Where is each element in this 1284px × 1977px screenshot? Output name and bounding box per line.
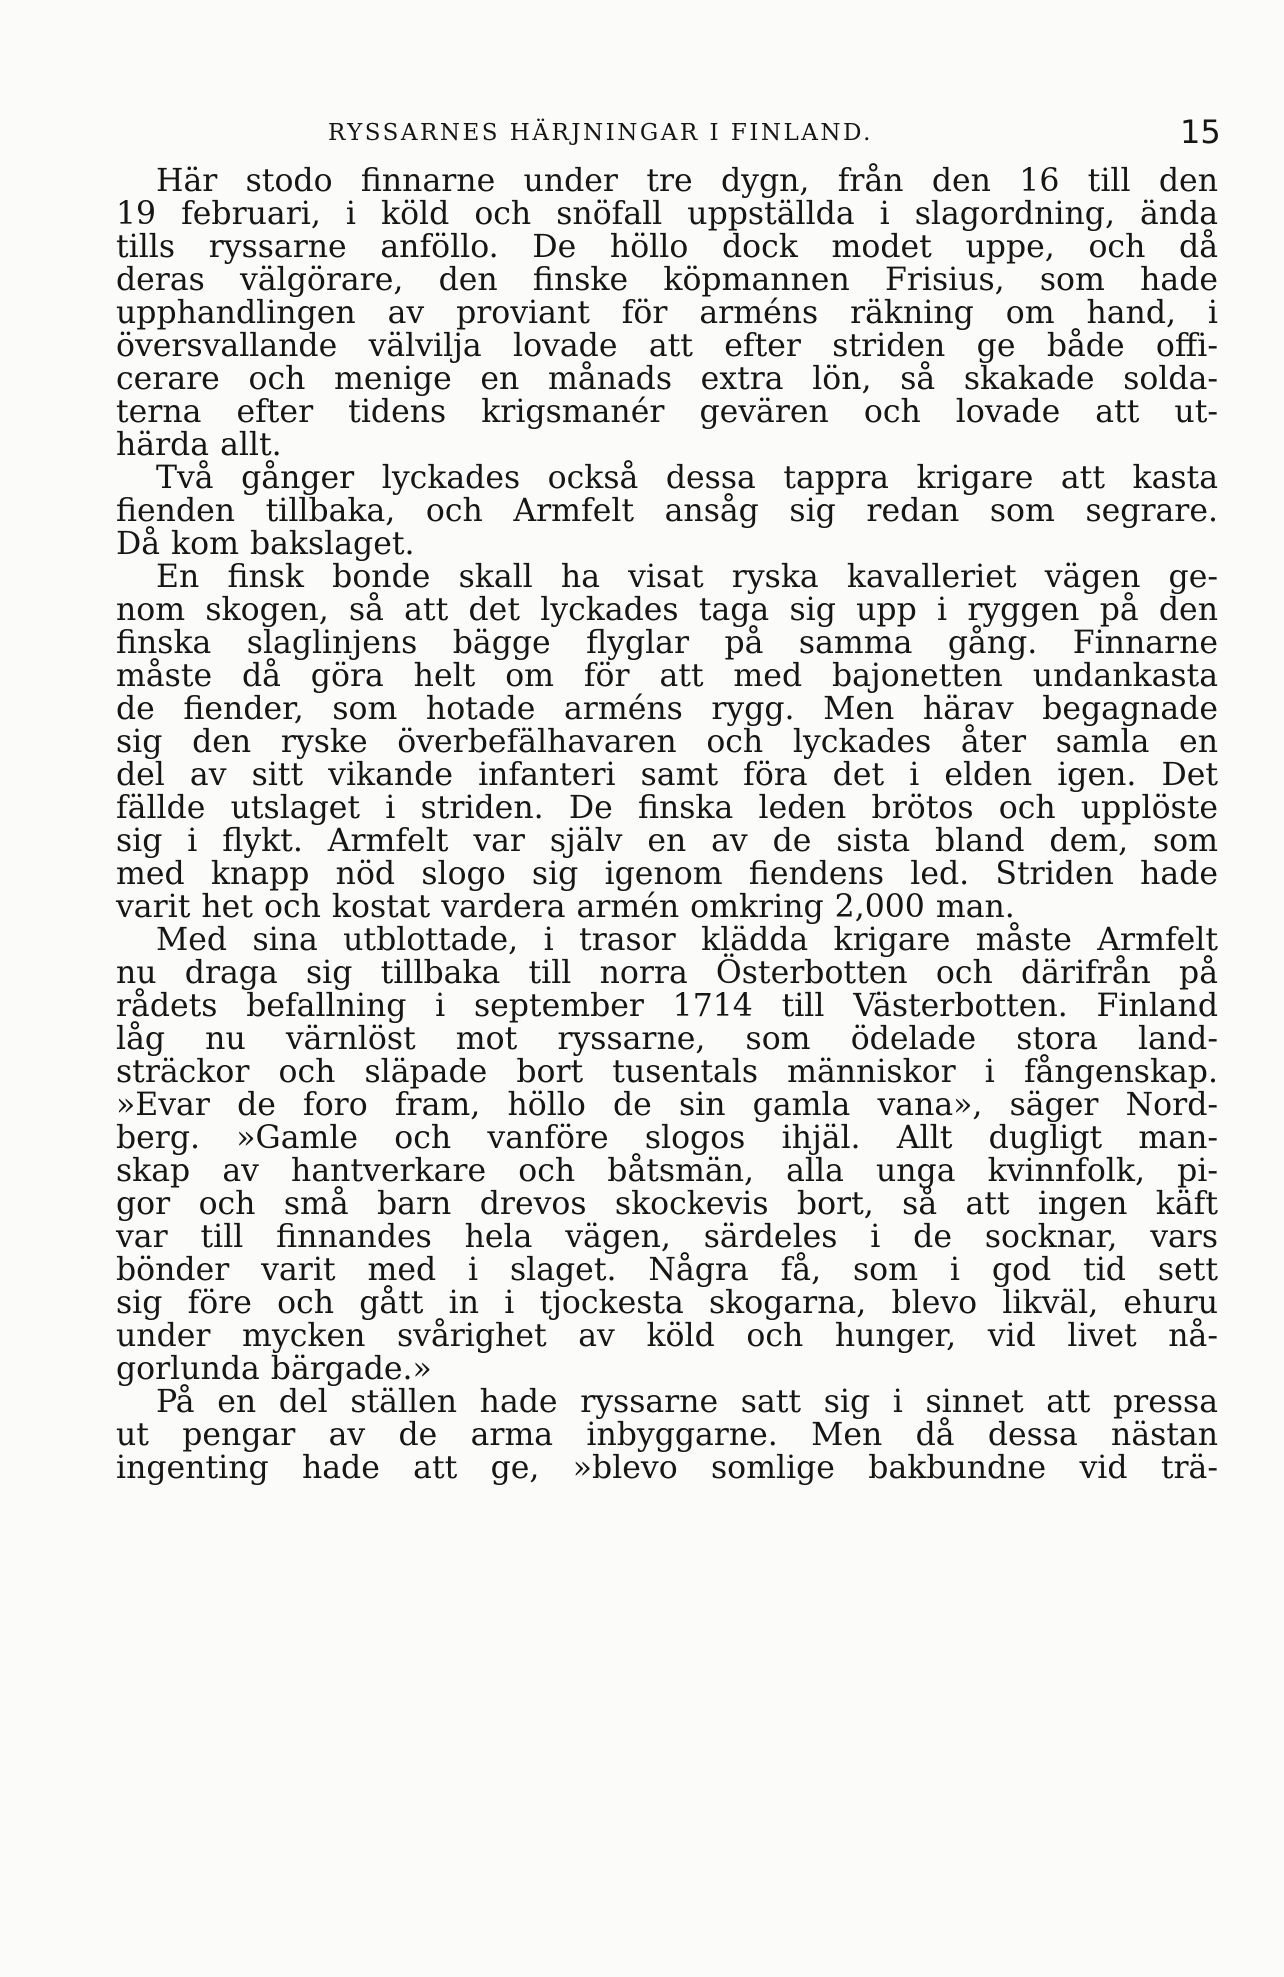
running-head: RYSSARNES HÄRJNINGAR I FINLAND. — [328, 120, 873, 146]
text-line: tills ryssarne anföllo. De höllo dock modet uppe, och då — [116, 229, 1218, 265]
text-line: måste då göra helt om för att med bajonetten undankasta — [116, 658, 1218, 694]
text-line: med knapp nöd slogo sig igenom fiendens led. Striden hade — [116, 856, 1218, 892]
text-line: ut pengar av de arma inbyggarne. Men då dessa nästan — [116, 1417, 1218, 1453]
text-line: Då kom bakslaget. — [116, 526, 415, 562]
text-line: fällde utslaget i striden. De finska leden brötos och upplöste — [116, 790, 1218, 826]
text-line: under mycken svårighet av köld och hunger, vid livet nå- — [116, 1318, 1218, 1354]
text-line: skap av hantverkare och båtsmän, alla unga kvinnfolk, pi- — [116, 1153, 1218, 1189]
text-line: nu draga sig tillbaka till norra Österbotten och därifrån på — [116, 955, 1218, 991]
text-line: var till finnandes hela vägen, särdeles i de socknar, vars — [116, 1219, 1218, 1255]
text-line: låg nu värnlöst mot ryssarne, som ödelade stora land- — [116, 1021, 1218, 1057]
text-line: sig den ryske överbefälhavaren och lyckades åter samla en — [116, 724, 1218, 760]
text-line: finska slaglinjens bägge flyglar på samma gång. Finnarne — [116, 625, 1218, 661]
text-line: översvallande välvilja lovade att efter striden ge både offi- — [116, 328, 1218, 364]
text-line: terna efter tidens krigsmanér gevären och lovade att ut- — [116, 394, 1218, 430]
text-line: gorlunda bärgade.» — [116, 1351, 432, 1387]
text-line: ingenting hade att ge, »blevo somlige bakbundne vid trä- — [116, 1450, 1218, 1486]
text-line: sig i flykt. Armfelt var själv en av de sista bland dem, som — [116, 823, 1218, 859]
text-line: del av sitt vikande infanteri samt föra det i elden igen. Det — [116, 757, 1218, 793]
text-line: gor och små barn drevos skockevis bort, så att ingen käft — [116, 1186, 1218, 1222]
text-line: Här stodo finnarne under tre dygn, från den 16 till den — [156, 163, 1218, 199]
text-line: På en del ställen hade ryssarne satt sig i sinnet att pressa — [156, 1384, 1218, 1420]
text-line: de fiender, som hotade arméns rygg. Men härav begagnade — [116, 691, 1218, 727]
text-line: härda allt. — [116, 427, 282, 463]
text-line: nom skogen, så att det lyckades taga sig upp i ryggen på den — [116, 592, 1218, 628]
text-line: upphandlingen av proviant för arméns räkning om hand, i — [116, 295, 1218, 331]
text-line: sträckor och släpade bort tusentals människor i fångenskap. — [116, 1054, 1218, 1090]
text-line: Med sina utblottade, i trasor klädda krigare måste Armfelt — [156, 922, 1218, 958]
text-line: »Evar de foro fram, höllo de sin gamla vana», säger Nord- — [116, 1087, 1218, 1123]
text-line: berg. »Gamle och vanföre slogos ihjäl. Allt dugligt man- — [116, 1120, 1218, 1156]
text-line: rådets befallning i september 1714 till Västerbotten. Finland — [116, 988, 1218, 1024]
text-line: deras välgörare, den finske köpmannen Frisius, som hade — [116, 262, 1218, 298]
text-line: Två gånger lyckades också dessa tappra krigare att kasta — [156, 460, 1218, 496]
text-line: fienden tillbaka, och Armfelt ansåg sig redan som segrare. — [116, 493, 1218, 529]
text-line: bönder varit med i slaget. Några få, som i god tid sett — [116, 1252, 1218, 1288]
text-line: En finsk bonde skall ha visat ryska kavalleriet vägen ge- — [156, 559, 1218, 595]
page-number: 15 — [1180, 113, 1221, 151]
text-line: 19 februari, i köld och snöfall uppställda i slagordning, ända — [116, 196, 1218, 232]
text-line: sig före och gått in i tjockesta skogarna, blevo likväl, ehuru — [116, 1285, 1218, 1321]
text-line: varit het och kostat vardera armén omkring 2,000 man. — [116, 889, 1015, 925]
text-line: cerare och menige en månads extra lön, så skakade solda- — [116, 361, 1218, 397]
